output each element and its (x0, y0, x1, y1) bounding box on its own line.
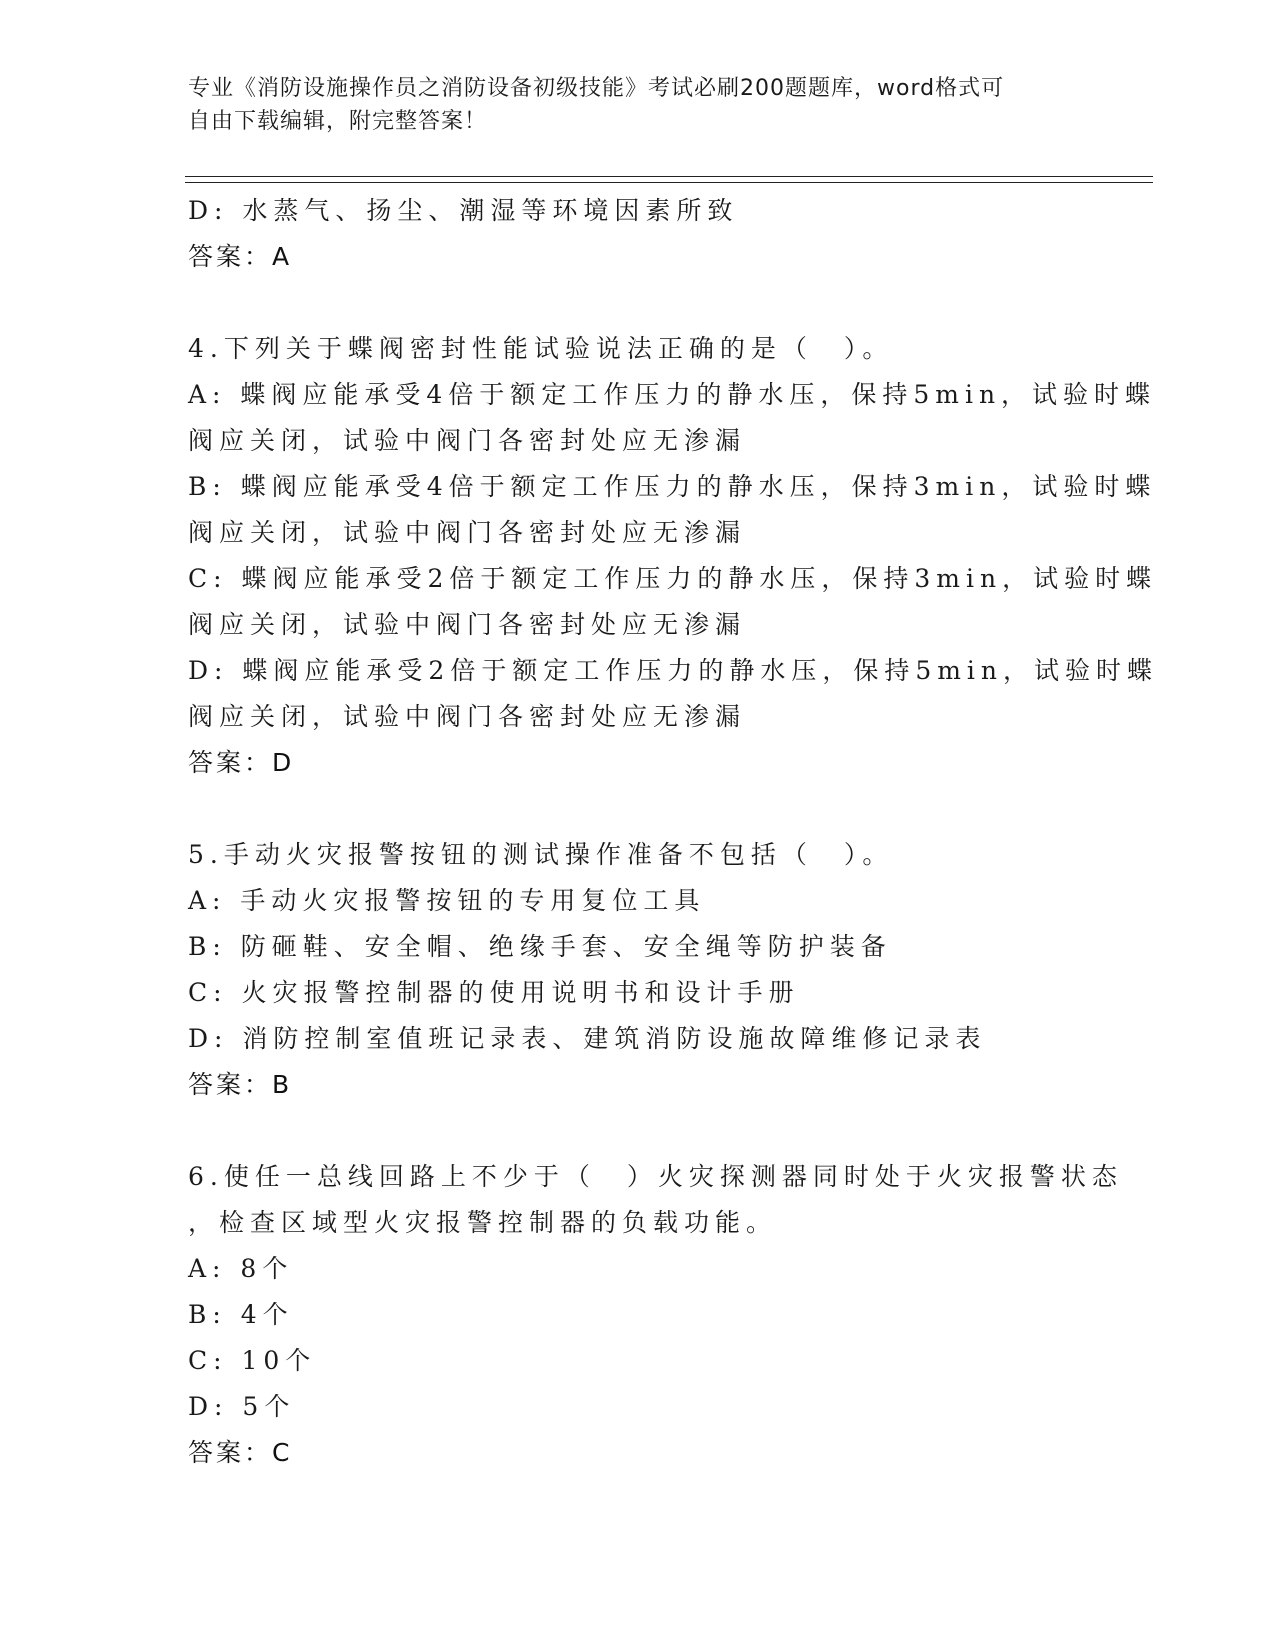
spacer (188, 1108, 1088, 1154)
question-stem-line-2: ，检查区域型火灾报警控制器的负载功能。 (188, 1208, 778, 1237)
header-title-line-1: 专业《消防设施操作员之消防设备初级技能》考试必刷200题题库，word格式可 (188, 76, 1005, 101)
document-header (188, 72, 1068, 138)
q3-answer: 答案：A (188, 242, 293, 271)
question-block (188, 832, 1088, 1108)
option-d: D: 5个 (188, 1392, 296, 1421)
option-d-line-2: 阀应关闭，试验中阀门各密封处应无渗漏 (188, 702, 747, 731)
question-stem: 5.手动火灾报警按钮的测试操作准备不包括（ ）。 (188, 840, 894, 869)
option-c: C: 火灾报警控制器的使用说明书和设计手册 (188, 978, 800, 1007)
option-a: A: 8个 (188, 1254, 294, 1283)
option-a-line-1: A: 蝶阀应能承受4倍于额定工作压力的静水压，保持5min，试验时蝶 (188, 380, 1157, 409)
option-b: B: 防砸鞋、安全帽、绝缘手套、安全绳等防护装备 (188, 932, 892, 961)
spacer (188, 280, 1088, 326)
header-divider-bottom (185, 182, 1153, 183)
question-block (188, 1154, 1123, 1476)
option-a-line-2: 阀应关闭，试验中阀门各密封处应无渗漏 (188, 426, 747, 455)
question-block (188, 326, 1159, 786)
question-answer: 答案：C (188, 1438, 293, 1467)
option-b-line-2: 阀应关闭，试验中阀门各密封处应无渗漏 (188, 518, 747, 547)
header-divider-top (185, 176, 1153, 177)
question-answer: 答案：B (188, 1070, 293, 1099)
question-stem: 4.下列关于蝶阀密封性能试验说法正确的是（ ）。 (188, 334, 894, 363)
option-a: A: 手动火灾报警按钮的专用复位工具 (188, 886, 706, 915)
option-c-line-1: C: 蝶阀应能承受2倍于额定工作压力的静水压，保持3min，试验时蝶 (188, 564, 1158, 593)
q3-option-d: D: 水蒸气、扬尘、潮湿等环境因素所致 (188, 196, 739, 225)
option-c: C: 10个 (188, 1346, 317, 1375)
option-d-line-1: D: 蝶阀应能承受2倍于额定工作压力的静水压，保持5min，试验时蝶 (188, 656, 1159, 685)
question-content (188, 188, 1159, 1476)
header-title-line-2: 自由下载编辑，附完整答案！ (188, 109, 488, 134)
option-c-line-2: 阀应关闭，试验中阀门各密封处应无渗漏 (188, 610, 747, 639)
question-answer: 答案：D (188, 748, 295, 777)
option-d: D: 消防控制室值班记录表、建筑消防设施故障维修记录表 (188, 1024, 987, 1053)
option-b: B: 4个 (188, 1300, 294, 1329)
option-b-line-1: B: 蝶阀应能承受4倍于额定工作压力的静水压，保持3min，试验时蝶 (188, 472, 1157, 501)
question-stem-line-1: 6.使任一总线回路上不少于（ ）火灾探测器同时处于火灾报警状态 (188, 1162, 1123, 1191)
spacer (188, 786, 1088, 832)
